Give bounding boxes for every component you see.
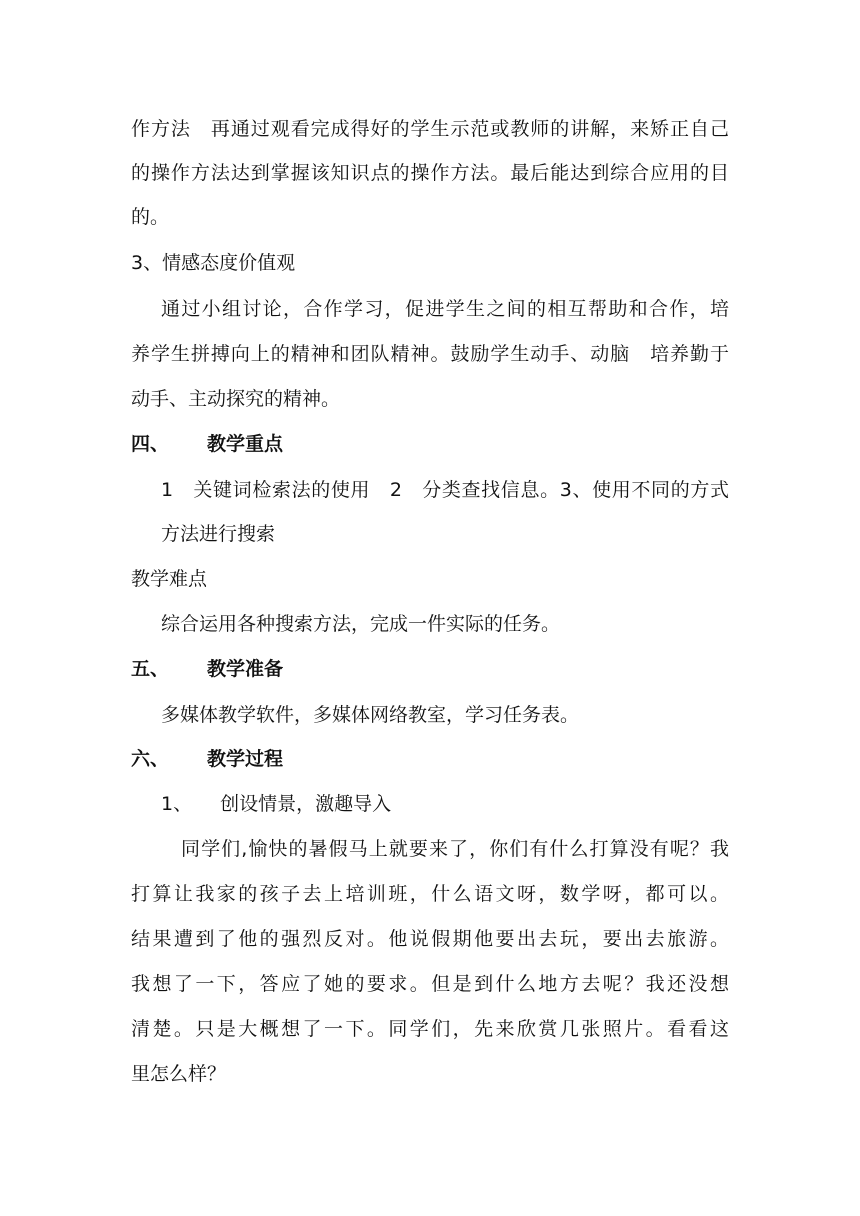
paragraph-line: 打算让我家的孩子去上培训班，什么语文呀，数学呀，都可以。	[131, 883, 729, 905]
paragraph-line: 清楚。只是大概想了一下。同学们，先来欣赏几张照片。看看这	[131, 1018, 729, 1040]
heading-title: 教学过程	[207, 748, 284, 770]
heading-title: 教学准备	[207, 658, 284, 680]
step-heading	[161, 791, 391, 817]
heading-five	[131, 656, 283, 682]
heading-number: 六、	[131, 748, 170, 770]
step-number: 1、	[161, 793, 193, 815]
section-heading: 3、情感态度价值观	[131, 252, 296, 274]
heading-four	[131, 431, 283, 457]
paragraph-line: 结果遭到了他的强烈反对。他说假期他要出去玩，要出去旅游。	[131, 928, 729, 950]
paragraph-line: 里怎么样？	[131, 1063, 227, 1085]
paragraph-line: 通过小组讨论，合作学习，促进学生之间的相互帮助和合作，培	[161, 298, 729, 320]
key-points-line: 方法进行搜索	[161, 523, 276, 545]
heading-number: 五、	[131, 658, 170, 680]
paragraph-line: 的。	[131, 206, 170, 228]
paragraph-line: 作方法 再通过观看完成得好的学生示范或教师的讲解，来矫正自己	[131, 118, 729, 140]
difficulty-text: 综合运用各种搜索方法，完成一件实际的任务。	[161, 613, 561, 635]
paragraph-line: 养学生拼搏向上的精神和团队精神。鼓励学生动手、动脑 培养勤于	[131, 343, 729, 365]
prep-text: 多媒体教学软件，多媒体网络教室，学习任务表。	[161, 704, 580, 726]
heading-number: 四、	[131, 433, 170, 455]
heading-six	[131, 746, 283, 772]
step-title: 创设情景，激趣导入	[220, 793, 392, 815]
paragraph-line: 同学们,愉快的暑假马上就要来了，你们有什么打算没有呢？我	[181, 838, 729, 860]
paragraph-line: 动手、主动探究的精神。	[131, 388, 341, 410]
difficulty-label: 教学难点	[131, 568, 208, 590]
paragraph-line: 我想了一下，答应了她的要求。但是到什么地方去呢？我还没想	[131, 973, 729, 995]
key-points-line: 1 关键词检索法的使用 2 分类查找信息。3、使用不同的方式	[161, 479, 729, 501]
heading-title: 教学重点	[207, 433, 284, 455]
paragraph-line: 的操作方法达到掌握该知识点的操作方法。最后能达到综合应用的目	[131, 162, 729, 184]
